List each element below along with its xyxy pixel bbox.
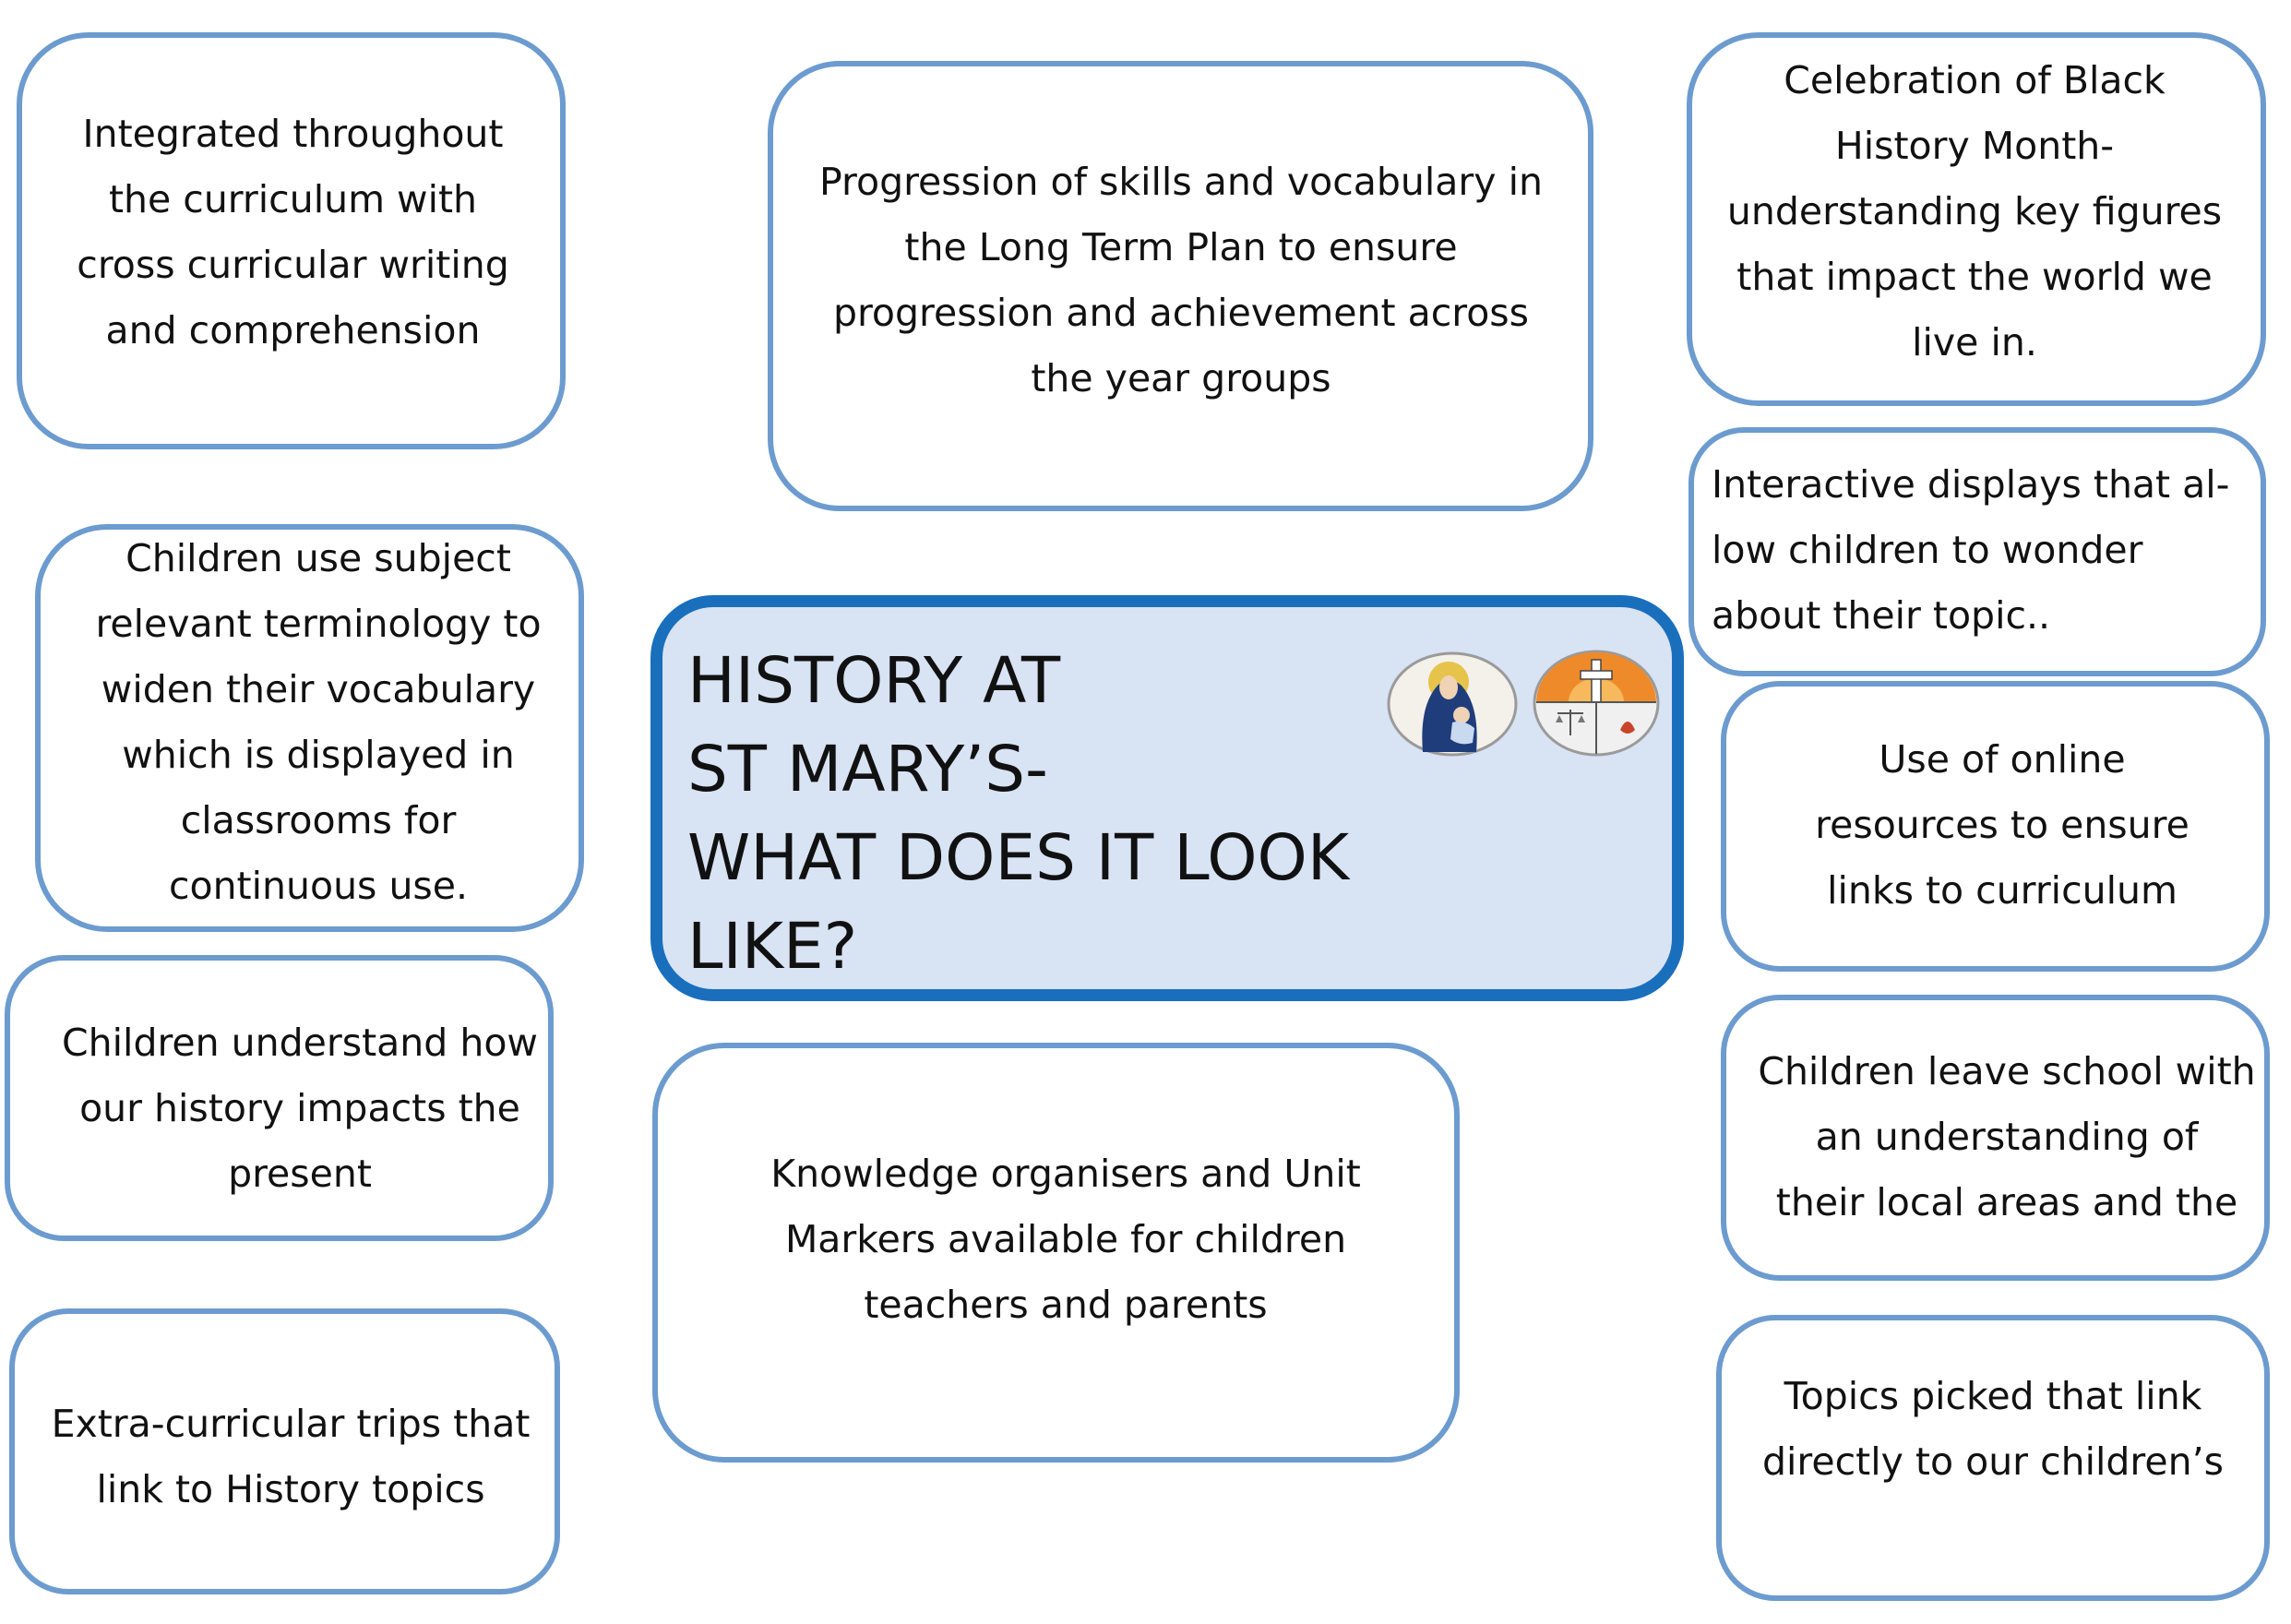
terminology-text bbox=[55, 526, 581, 919]
impacts-line-1: Children understand how bbox=[62, 1021, 538, 1065]
madonna-and-child-icon bbox=[1386, 651, 1519, 758]
trips-line-2: link to History topics bbox=[96, 1467, 485, 1511]
integrated-line-3: cross curricular writing bbox=[77, 243, 509, 287]
topics-line-1: Topics picked that link bbox=[1784, 1374, 2202, 1418]
local-line-3: their local areas and the bbox=[1775, 1180, 2238, 1224]
impacts-line-3: present bbox=[228, 1152, 372, 1196]
title-line-3: WHAT DOES IT LOOK LIKE? bbox=[687, 821, 1350, 984]
progression-line-1: Progression of skills and vocabulary in bbox=[819, 160, 1543, 204]
interactive-displays-text bbox=[1712, 452, 2256, 649]
interactive-line-1: Interactive displays that al- bbox=[1712, 462, 2230, 507]
online-line-2: resources to ensure bbox=[1815, 803, 2190, 847]
online-line-1: Use of online bbox=[1879, 737, 2126, 782]
history-impacts-text bbox=[37, 1010, 563, 1207]
progression-line-4: the year groups bbox=[1031, 356, 1331, 400]
black-history-line-2: History Month- bbox=[1834, 124, 2115, 168]
progression-line-2: the Long Term Plan to ensure bbox=[904, 225, 1458, 269]
local-areas-text bbox=[1735, 1039, 2279, 1236]
page-title bbox=[687, 637, 1389, 991]
black-history-line-3: understanding key figures bbox=[1726, 189, 2223, 233]
black-history-text bbox=[1698, 48, 2251, 376]
school-crest-icon bbox=[1532, 649, 1661, 758]
trips-text bbox=[28, 1391, 554, 1522]
knowledge-organisers-text bbox=[683, 1141, 1449, 1338]
impacts-line-2: our history impacts the bbox=[79, 1086, 520, 1130]
title-line-1: HISTORY AT bbox=[687, 644, 1061, 718]
interactive-line-3: about their topic.. bbox=[1712, 593, 2051, 638]
topics-text bbox=[1725, 1364, 2261, 1495]
online-line-3: links to curriculum bbox=[1827, 868, 2178, 913]
terminology-line-3: widen their vocabulary bbox=[101, 667, 536, 711]
integrated-curriculum-text bbox=[37, 102, 549, 364]
terminology-line-6: continuous use. bbox=[168, 864, 469, 908]
progression-line-3: progression and achievement across bbox=[832, 291, 1530, 335]
integrated-line-1: Integrated throughout bbox=[82, 112, 504, 156]
black-history-line-5: live in. bbox=[1912, 320, 2037, 364]
knowledge-line-2: Markers available for children bbox=[784, 1217, 1347, 1261]
interactive-line-2: low children to wonder bbox=[1712, 528, 2143, 572]
topics-line-2: directly to our children’s bbox=[1762, 1439, 2224, 1484]
terminology-line-5: classrooms for bbox=[180, 798, 457, 842]
black-history-line-1: Celebration of Black bbox=[1784, 58, 2166, 102]
integrated-line-2: the curriculum with bbox=[108, 177, 478, 221]
local-line-1: Children leave school with bbox=[1758, 1049, 2256, 1093]
terminology-line-2: relevant terminology to bbox=[95, 602, 542, 646]
terminology-line-4: which is displayed in bbox=[122, 733, 515, 777]
knowledge-line-3: teachers and parents bbox=[864, 1283, 1268, 1327]
knowledge-line-1: Knowledge organisers and Unit bbox=[770, 1152, 1361, 1196]
terminology-line-1: Children use subject bbox=[125, 536, 511, 580]
integrated-line-4: and comprehension bbox=[105, 308, 481, 352]
black-history-line-4: that impact the world we bbox=[1736, 255, 2213, 299]
trips-line-1: Extra-curricular trips that bbox=[51, 1402, 531, 1446]
title-line-2: ST MARY’S- bbox=[687, 733, 1048, 806]
online-resources-text bbox=[1735, 727, 2270, 924]
progression-text bbox=[803, 149, 1559, 412]
local-line-2: an understanding of bbox=[1815, 1115, 2199, 1159]
